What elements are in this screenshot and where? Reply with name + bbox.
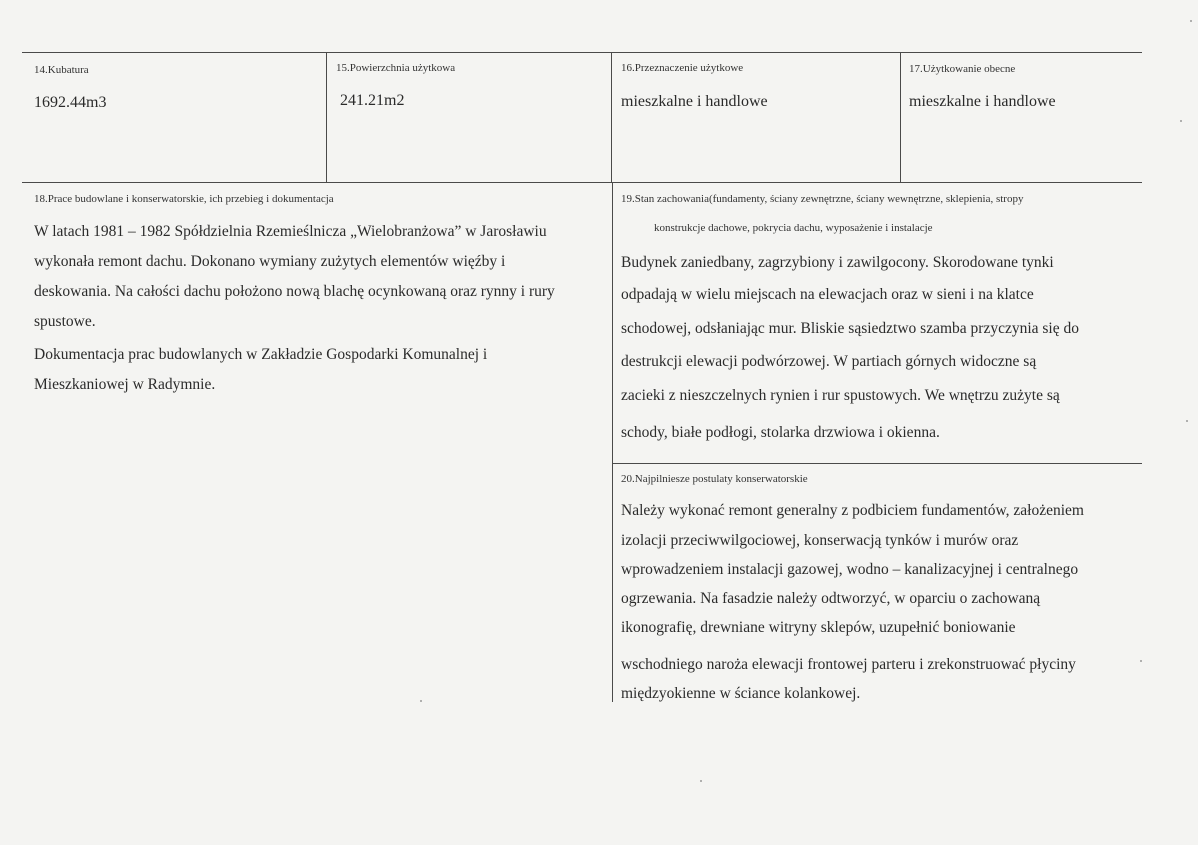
stan-line: destrukcji elewacji podwórzowej. W partiach górnych widoczne są — [621, 353, 1037, 370]
scan-speck — [1186, 420, 1188, 422]
postulaty-line: wprowadzeniem instalacji gazowej, wodno – kanalizacyjnej i centralnego — [621, 561, 1079, 578]
prace-line: W latach 1981 – 1982 Spółdzielnia Rzemieślnicza „Wielobranżowa” w Jarosławiu — [34, 223, 547, 240]
postulaty-line: izolacji przeciwwilgociowej, konserwacją tynków i murów oraz — [621, 532, 1019, 549]
uzytkowanie-value: mieszkalne i handlowe — [909, 93, 1056, 110]
scan-speck — [1140, 660, 1142, 662]
column-divider-main — [612, 182, 613, 702]
postulaty-line: Należy wykonać remont generalny z podbiciem fundamentów, założeniem — [621, 502, 1084, 519]
kubatura-value: 1692.44m3 — [34, 94, 107, 111]
kubatura-label: 14.Kubatura — [34, 64, 89, 76]
scan-speck — [420, 700, 422, 702]
stan-line: schody, białe podłogi, stolarka drzwiowa i okienna. — [621, 424, 940, 441]
stan-line: odpadają w wielu miejscach na elewacjach oraz w sieni i na klatce — [621, 286, 1034, 303]
scan-speck — [1190, 20, 1192, 22]
stan-label: 19.Stan zachowania(fundamenty, ściany zewnętrzne, ściany wewnętrzne, sklepienia, stropy — [621, 193, 1024, 205]
prace-line: wykonała remont dachu. Dokonano wymiany zużytych elementów więźby i — [34, 253, 506, 270]
prace-line: spustowe. — [34, 313, 96, 330]
przeznaczenie-label: 16.Przeznaczenie użytkowe — [621, 62, 744, 74]
scan-speck — [1180, 120, 1182, 122]
row-divider — [22, 182, 1142, 183]
postulaty-label: 20.Najpilniesze postulaty konserwatorskie — [621, 473, 808, 485]
right-cell-divider — [612, 463, 1142, 464]
powierzchnia-label: 15.Powierzchnia użytkowa — [336, 62, 456, 74]
uzytkowanie-label: 17.Użytkowanie obecne — [909, 63, 1016, 75]
prace-line: deskowania. Na całości dachu położono nową blachę ocynkowaną oraz rynny i rury — [34, 283, 555, 300]
table-top-border — [22, 52, 1142, 53]
postulaty-line: wschodniego naroża elewacji frontowej parteru i zrekonstruować płyciny — [621, 656, 1076, 673]
prace-line: Mieszkaniowej w Radymnie. — [34, 376, 216, 393]
przeznaczenie-value: mieszkalne i handlowe — [621, 93, 768, 110]
prace-label: 18.Prace budowlane i konserwatorskie, ich przebieg i dokumentacja — [34, 193, 334, 205]
column-divider-1 — [326, 52, 327, 182]
column-divider-3 — [900, 52, 901, 182]
scan-speck — [700, 780, 702, 782]
powierzchnia-value: 241.21m2 — [340, 92, 405, 109]
stan-line: zacieki z nieszczelnych rynien i rur spustowych. We wnętrzu zużyte są — [621, 387, 1060, 404]
column-divider-2 — [611, 52, 612, 182]
stan-line: schodowej, odsłaniając mur. Bliskie sąsiedztwo szamba przyczynia się do — [621, 320, 1079, 337]
stan-label-continued: konstrukcje dachowe, pokrycia dachu, wyposażenie i instalacje — [654, 222, 933, 234]
prace-line: Dokumentacja prac budowlanych w Zakładzie Gospodarki Komunalnej i — [34, 346, 488, 363]
stan-line: Budynek zaniedbany, zagrzybiony i zawilgocony. Skorodowane tynki — [621, 254, 1054, 271]
postulaty-line: ikonografię, drewniane witryny sklepów, uzupełnić boniowanie — [621, 619, 1016, 636]
postulaty-line: ogrzewania. Na fasadzie należy odtworzyć, w oparciu o zachowaną — [621, 590, 1041, 607]
postulaty-line: międzyokienne w ściance kolankowej. — [621, 685, 861, 702]
